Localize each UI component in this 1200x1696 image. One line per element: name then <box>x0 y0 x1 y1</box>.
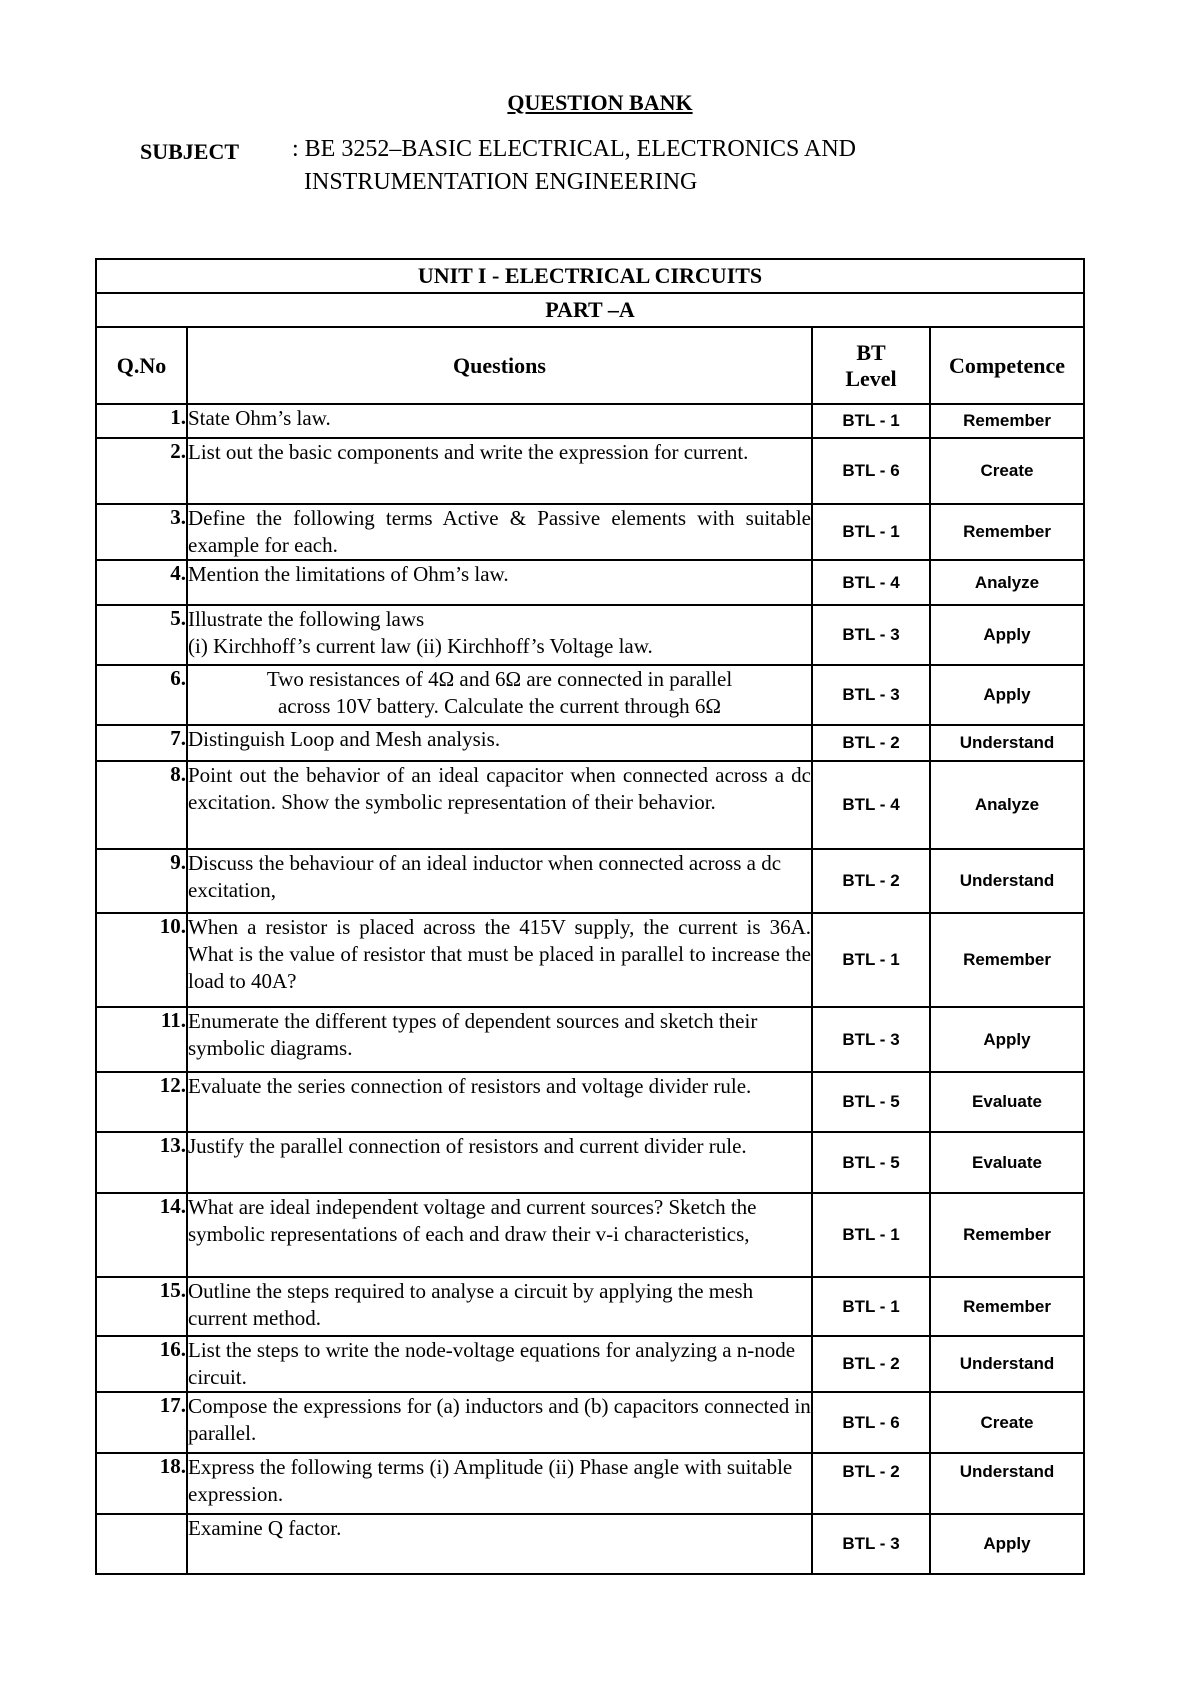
page-title: QUESTION BANK <box>507 90 693 115</box>
table-row <box>96 1453 1084 1514</box>
question-number: 3. <box>96 504 187 560</box>
question-number: 12. <box>96 1072 187 1132</box>
table-row <box>96 913 1084 1007</box>
unit-row <box>96 259 1084 293</box>
table-row <box>96 1072 1084 1132</box>
bt-level: BTL - 3 <box>812 605 930 665</box>
question-number: 9. <box>96 849 187 913</box>
competence: Understand <box>930 725 1084 761</box>
bt-level: BTL - 2 <box>812 849 930 913</box>
header-bt-line1: BT <box>856 339 886 365</box>
question-number: 15. <box>96 1277 187 1336</box>
competence: Remember <box>930 913 1084 1007</box>
question-text-line: Two resistances of 4Ω and 6Ω are connected in parallel <box>266 667 733 691</box>
header-competence: Competence <box>930 327 1084 404</box>
question-text <box>187 665 812 725</box>
competence: Evaluate <box>930 1072 1084 1132</box>
bt-level: BTL - 6 <box>812 1392 930 1453</box>
question-number: 14. <box>96 1193 187 1277</box>
question-number: 17. <box>96 1392 187 1453</box>
question-number: 6. <box>96 665 187 725</box>
question-text: What are ideal independent voltage and current sources? Sketch the symbolic representations of each and draw their v-i characteristics, <box>187 1193 812 1277</box>
question-text: When a resistor is placed across the 415V supply, the current is 36A. What is the value of resistor that must be placed in parallel to increase the load to 40A? <box>187 913 812 1007</box>
bt-level: BTL - 4 <box>812 761 930 849</box>
bt-level: BTL - 1 <box>812 1193 930 1277</box>
bt-level: BTL - 1 <box>812 1277 930 1336</box>
bt-level: BTL - 5 <box>812 1132 930 1193</box>
question-number: 16. <box>96 1336 187 1392</box>
competence: Remember <box>930 504 1084 560</box>
question-text: Justify the parallel connection of resistors and current divider rule. <box>187 1132 812 1193</box>
table-row <box>96 1132 1084 1193</box>
competence: Apply <box>930 1514 1084 1574</box>
bt-level: BTL - 3 <box>812 665 930 725</box>
competence: Analyze <box>930 761 1084 849</box>
header-bt-line2: Level <box>845 365 897 391</box>
question-text: Express the following terms (i) Amplitude (ii) Phase angle with suitable expression. <box>187 1453 812 1514</box>
competence: Remember <box>930 404 1084 438</box>
bt-level: BTL - 4 <box>812 560 930 605</box>
bt-level: BTL - 2 <box>812 1336 930 1392</box>
table-row <box>96 725 1084 761</box>
question-text <box>187 605 812 665</box>
table-row <box>96 438 1084 504</box>
question-text-line: across 10V battery. Calculate the current through 6Ω <box>277 694 722 718</box>
competence: Understand <box>930 1336 1084 1392</box>
table-row <box>96 504 1084 560</box>
table-row <box>96 1392 1084 1453</box>
header-bt-level <box>812 327 930 404</box>
question-text: Compose the expressions for (a) inductors and (b) capacitors connected in parallel. <box>187 1392 812 1453</box>
question-number: 11. <box>96 1007 187 1072</box>
bt-level: BTL - 5 <box>812 1072 930 1132</box>
question-text: List the steps to write the node-voltage equations for analyzing a n-node circuit. <box>187 1336 812 1392</box>
table-row <box>96 849 1084 913</box>
table-row <box>96 665 1084 725</box>
part-title: PART –A <box>96 293 1084 327</box>
competence: Understand <box>930 849 1084 913</box>
competence: Remember <box>930 1193 1084 1277</box>
question-text: Enumerate the different types of dependent sources and sketch their symbolic diagrams. <box>187 1007 812 1072</box>
bt-level: BTL - 2 <box>812 725 930 761</box>
competence: Analyze <box>930 560 1084 605</box>
competence: Create <box>930 438 1084 504</box>
unit-title: UNIT I - ELECTRICAL CIRCUITS <box>96 259 1084 293</box>
table-row <box>96 1336 1084 1392</box>
question-text: Mention the limitations of Ohm’s law. <box>187 560 812 605</box>
subject-line-2: INSTRUMENTATION ENGINEERING <box>304 169 698 195</box>
question-text: Discuss the behaviour of an ideal inductor when connected across a dc excitation, <box>187 849 812 913</box>
competence: Understand <box>930 1453 1084 1514</box>
question-number: 5. <box>96 605 187 665</box>
question-text: Point out the behavior of an ideal capacitor when connected across a dc excitation. Show the symbolic representation of their behavior. <box>187 761 812 849</box>
question-text: Examine Q factor. <box>187 1514 812 1574</box>
question-number: 2. <box>96 438 187 504</box>
table-row <box>96 605 1084 665</box>
question-text: Define the following terms Active & Passive elements with suitable example for each. <box>187 504 812 560</box>
question-text: Evaluate the series connection of resistors and voltage divider rule. <box>187 1072 812 1132</box>
competence: Remember <box>930 1277 1084 1336</box>
question-number: 8. <box>96 761 187 849</box>
question-text: Distinguish Loop and Mesh analysis. <box>187 725 812 761</box>
bt-level: BTL - 6 <box>812 438 930 504</box>
question-number <box>96 1514 187 1574</box>
table-row <box>96 1514 1084 1574</box>
table-row <box>96 560 1084 605</box>
question-text: Outline the steps required to analyse a circuit by applying the mesh current method. <box>187 1277 812 1336</box>
table-row <box>96 761 1084 849</box>
question-number: 1. <box>96 404 187 438</box>
competence: Evaluate <box>930 1132 1084 1193</box>
competence: Create <box>930 1392 1084 1453</box>
subject-text <box>292 133 1112 199</box>
competence: Apply <box>930 665 1084 725</box>
bt-level: BTL - 1 <box>812 504 930 560</box>
header-qno: Q.No <box>96 327 187 404</box>
question-number: 13. <box>96 1132 187 1193</box>
question-number: 7. <box>96 725 187 761</box>
competence: Apply <box>930 605 1084 665</box>
table-row <box>96 1277 1084 1336</box>
subject-label: SUBJECT <box>140 139 240 164</box>
competence: Apply <box>930 1007 1084 1072</box>
question-text: List out the basic components and write the expression for current. <box>187 438 812 504</box>
bt-level: BTL - 1 <box>812 913 930 1007</box>
bt-level: BTL - 3 <box>812 1514 930 1574</box>
table-row <box>96 1007 1084 1072</box>
table-row <box>96 1193 1084 1277</box>
part-row <box>96 293 1084 327</box>
bt-level: BTL - 3 <box>812 1007 930 1072</box>
question-text: State Ohm’s law. <box>187 404 812 438</box>
question-text-line: Illustrate the following laws <box>188 607 425 631</box>
table-row <box>96 404 1084 438</box>
question-number: 18. <box>96 1453 187 1514</box>
question-number: 10. <box>96 913 187 1007</box>
question-table <box>95 258 1085 1575</box>
bt-level: BTL - 2 <box>812 1453 930 1514</box>
question-text-line: (i) Kirchhoff’s current law (ii) Kirchhoff’s Voltage law. <box>188 634 653 658</box>
question-number: 4. <box>96 560 187 605</box>
bt-level: BTL - 1 <box>812 404 930 438</box>
table-header-row <box>96 327 1084 404</box>
header-questions: Questions <box>187 327 812 404</box>
subject-line-1: : BE 3252–BASIC ELECTRICAL, ELECTRONICS AND <box>292 136 857 162</box>
